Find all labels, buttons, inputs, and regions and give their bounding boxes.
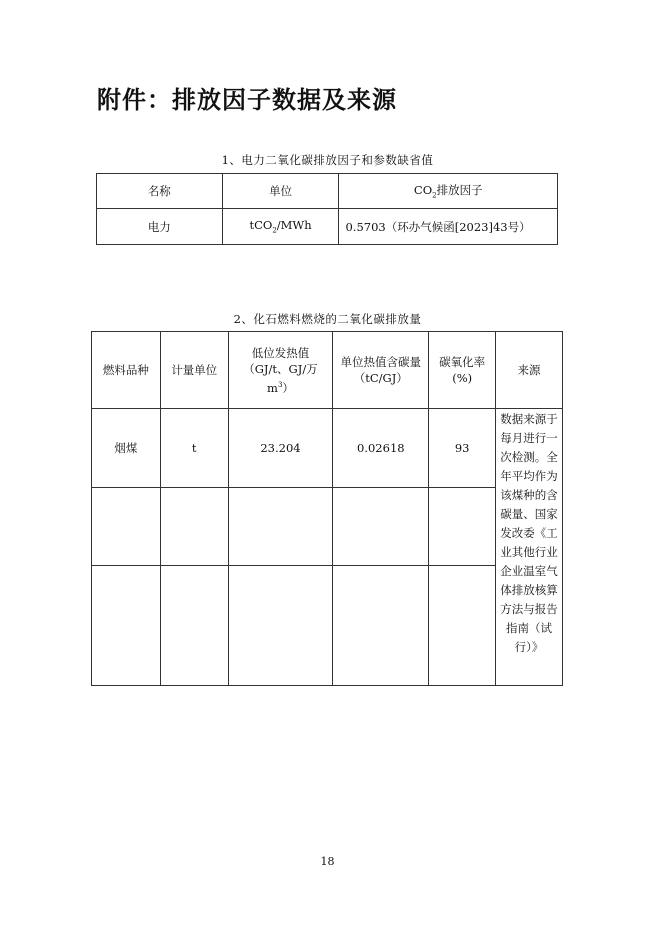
cell-fuel: 烟煤 (92, 409, 161, 488)
cell-unit (160, 566, 228, 686)
header-oxidation-rate: 碳氧化率(%) (429, 332, 496, 409)
cell-carbon-content (333, 488, 429, 566)
cell-carbon-content: 0.02618 (333, 409, 429, 488)
cell-unit: tCO$_2$/MWh (222, 209, 339, 245)
table-row (92, 409, 563, 488)
cell-oxidation-rate (429, 488, 496, 566)
cell-factor-value: 0.5703（环办气候函[2023]43号） (339, 209, 558, 245)
header-unit: 计量单位 (160, 332, 228, 409)
header-name: 名称 (97, 174, 223, 209)
table-header-row (97, 174, 558, 209)
cell-unit: t (160, 409, 228, 488)
cell-fuel (92, 488, 161, 566)
table2-caption: 2、化石燃料燃烧的二氧化碳排放量 (233, 312, 422, 326)
cell-name: 电力 (97, 209, 223, 245)
header-source: 来源 (496, 332, 563, 409)
table-row (92, 566, 563, 686)
header-carbon-content: 单位热值含碳量（tC/GJ） (333, 332, 429, 409)
cell-heat-value: 23.204 (228, 409, 333, 488)
table-row (92, 488, 563, 566)
cell-source (496, 409, 563, 686)
cell-fuel (92, 566, 161, 686)
page-title: 附件：排放因子数据及来源 (97, 86, 397, 114)
source-text: 数据来源于每月进行一次检测。全年平均作为该煤种的含碳量、国家发改委《工业其他行业企业温室气体排放核算方法与报告指南（试行）》 (500, 412, 558, 654)
cell-unit (160, 488, 228, 566)
fossil-fuel-table (91, 331, 563, 686)
header-unit: 单位 (222, 174, 339, 209)
cell-carbon-content (333, 566, 429, 686)
table-header-row (92, 332, 563, 409)
cell-oxidation-rate (429, 566, 496, 686)
header-co2-factor: $CO_2$排放因子 (339, 174, 558, 209)
header-fuel: 燃料品种 (92, 332, 161, 409)
electricity-factor-table (96, 173, 558, 245)
page-number: 18 (320, 855, 335, 868)
cell-heat-value (228, 566, 333, 686)
header-heat-value: 低位发热值（GJ/t、GJ/万$m^3$） (228, 332, 333, 409)
cell-heat-value (228, 488, 333, 566)
table1-caption: 1、电力二氧化碳排放因子和参数缺省值 (221, 153, 434, 167)
cell-oxidation-rate: 93 (429, 409, 496, 488)
table-row (97, 209, 558, 245)
